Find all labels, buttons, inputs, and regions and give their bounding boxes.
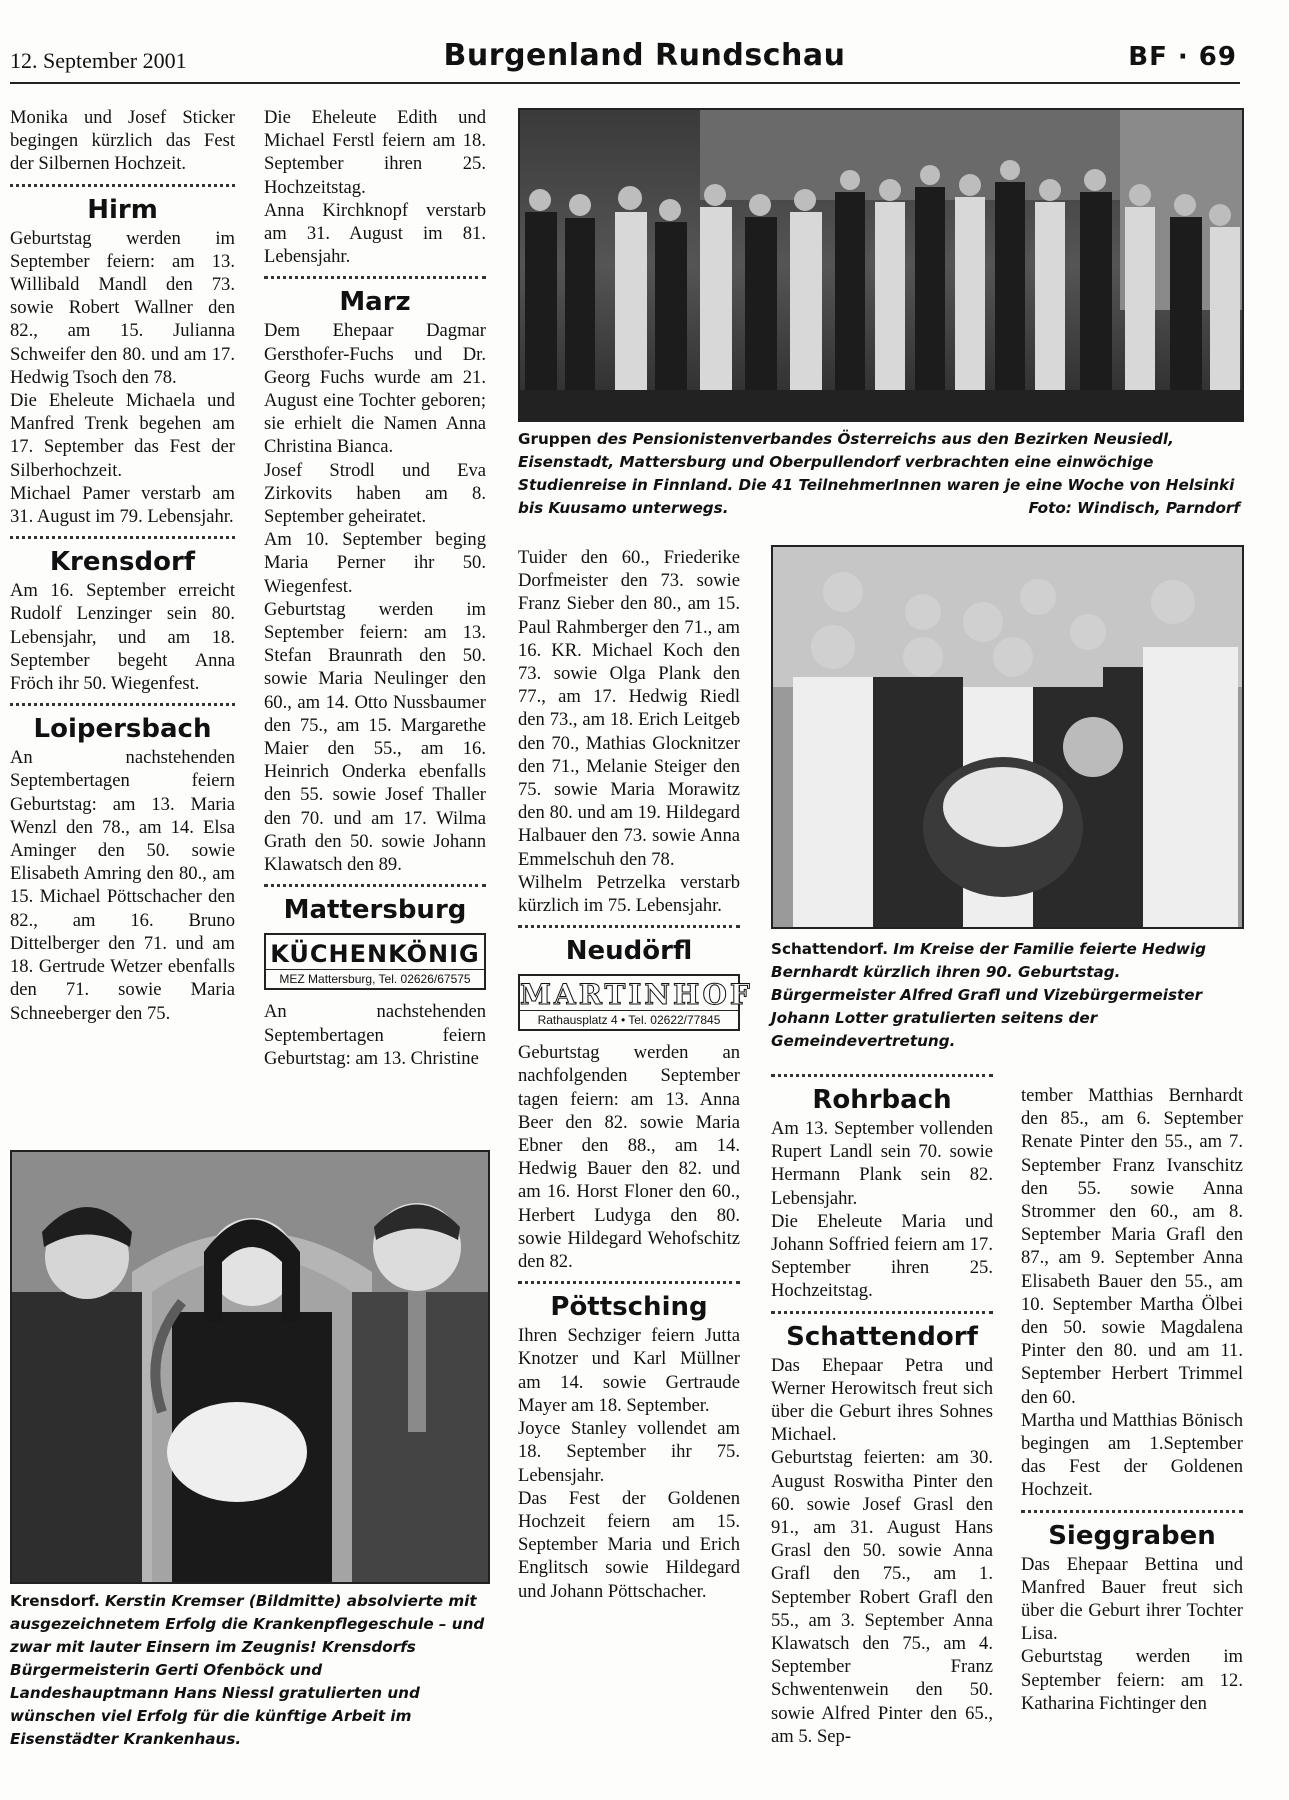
- col1-intro: Monika und Josef Sticker begingen kürzlich das Fest der Silbernen Hochzeit.: [10, 107, 235, 175]
- marz-paragraph-1: Dem Ehepaar Dagmar Gersthofer-Fuchs und Dr. Georg Fuchs wurde am 21. August eine Tochter geboren; sie erhielt die Namen Anna Christina Bianca.: [264, 320, 486, 458]
- page-number: BF · 69: [1128, 42, 1237, 72]
- graduation-photo: [10, 1150, 490, 1584]
- ad-martinhof-name: MARTINHOF: [520, 978, 753, 1012]
- photo-credit: Foto: Windisch, Parndorf: [1028, 499, 1240, 517]
- col5-paragraph-2: Martha und Matthias Bönisch begingen am 1.September das Fest der Goldenen Hochzeit.: [1021, 1409, 1243, 1501]
- rohrbach-paragraph-2: Die Eheleute Maria und Johann Soffried feiern am 17. September ihren 25. Hochzeitstag.: [771, 1210, 993, 1302]
- divider: [264, 276, 486, 279]
- graduation-photo-caption: [10, 1590, 486, 1751]
- divider: [1021, 1510, 1243, 1513]
- caption-text: des Pensionistenverbandes Österreichs aus den Bezirken Neusiedl, Eisenstadt, Mattersburg und Oberpullendorf verbrachten eine einwöchige Studienreise in Finnland. Die 41 TeilnehmerInnen waren je eine Woche von Helsinki bis Kuusamo unterwegs.: [518, 430, 1235, 517]
- mattersburg-paragraph-1: An nachstehenden Septembertagen feiern Geburtstag: am 13. Christine: [264, 1001, 486, 1069]
- ad-martinhof-contact: Rathausplatz 4 • Tel. 02622/77845: [520, 1010, 738, 1027]
- caption-lead: Schattendorf.: [771, 940, 888, 958]
- hirm-paragraph-2: Die Eheleute Michaela und Manfred Trenk begehen am 17. September das Fest der Silberhochzeit.: [10, 390, 235, 481]
- column-4: [771, 1066, 993, 1748]
- divider: [10, 703, 235, 706]
- column-5: [1021, 1084, 1243, 1715]
- heading-loipersbach: Loipersbach: [33, 714, 212, 745]
- col2-intro-2: Anna Kirchknopf verstarb am 31. August im 81. Lebensjahr.: [264, 199, 486, 268]
- ad-martinhof: [518, 974, 753, 1031]
- col3-paragraph-2: Wilhelm Petrzelka verstarb kürzlich im 75. Lebensjahr.: [518, 871, 740, 917]
- issue-date: 12. September 2001: [10, 48, 187, 73]
- heading-poettsching: Pöttsching: [550, 1292, 708, 1323]
- header-rule: [10, 82, 1240, 84]
- neudoerfl-paragraph-1: Geburtstag werden an nachfolgenden September tagen feiern: am 13. Anna Beer den 82. sowie Maria Ebner den 88., am 14. Hedwig Bauer den 82. und am 16. Horst Floner den 60., Herbert Ludyga den 80. sowie Hildegard Wehofschitz den 82.: [518, 1042, 740, 1273]
- col2-intro: Die Eheleute Edith und Michael Ferstl feiern am 18. September ihren 25. Hochzeitstag.: [264, 107, 486, 198]
- birthday-photo-caption: [771, 938, 1240, 1053]
- heading-schattendorf: Schattendorf: [786, 1321, 978, 1352]
- heading-neudoerfl: Neudörfl: [565, 936, 693, 967]
- ad-kuechenkoenig: [264, 933, 486, 990]
- col5-paragraph-1: tember Matthias Bernhardt den 85., am 6. September Renate Pinter den 55., am 7. September Franz Ivanschitz den 55. sowie Anna Strommer den 60., am 8. September Maria Grafl den 87., am 9. September Anna Elisabeth Bauer den 55., am 10. September Martha Ölbei den 50. sowie Magdalena Pinter den 80. und am 11. September Herbert Trimmel den 60.: [1021, 1085, 1243, 1408]
- divider: [771, 1074, 993, 1077]
- column-1: [10, 106, 235, 1025]
- graduation-photo-image: [12, 1152, 488, 1582]
- birthday-photo-image: [773, 547, 1242, 927]
- ad-kuechenkoenig-contact: MEZ Mattersburg, Tel. 02626/67575: [266, 969, 484, 986]
- loipersbach-paragraph-1: An nachstehenden Septembertagen feiern Geburtstag: am 13. Maria Wenzl den 78., am 14. Elsa Aminger den 50. sowie Elisabeth Amring den 80., am 15. Michael Pöttschacher den 82., am 16. Bruno Dittelberger den 71. und am 18. Gertrude Wetzer ebenfalls den 71. sowie Maria Schneeberger den 75.: [10, 747, 235, 1024]
- birthday-photo: [771, 545, 1244, 929]
- rohrbach-paragraph-1: Am 13. September vollenden Rupert Landl sein 70. sowie Hermann Plank sein 82. Lebensjahr.: [771, 1118, 993, 1209]
- ad-kuechenkoenig-name: KÜCHENKÖNIG: [270, 940, 480, 969]
- divider: [264, 884, 486, 887]
- group-photo-image: [520, 110, 1242, 420]
- col3-paragraph-1: Tuider den 60., Friederike Dorfmeister den 73. sowie Franz Sieber den 80., am 15. Paul Rahmberger den 71., am 16. KR. Michael Koch den 73. sowie Olga Plank den 77., am 17. Hedwig Riedl den 73., am 18. Erich Leitgeb den 70., Mathias Glocknitzer den 71., Melanie Steiger den 75. sowie Maria Morawitz den 80. und am 19. Hildegard Halbauer den 73. sowie Anna Emmelschuh den 78.: [518, 547, 740, 870]
- divider: [518, 1281, 740, 1284]
- sieggraben-paragraph-1: Das Ehepaar Bettina und Manfred Bauer freut sich über die Geburt ihrer Tochter Lisa.: [1021, 1553, 1243, 1645]
- divider: [771, 1311, 993, 1314]
- sieggraben-paragraph-2: Geburtstag werden im September feiern: am 12. Katharina Fichtinger den: [1021, 1646, 1243, 1714]
- heading-mattersburg: Mattersburg: [283, 895, 467, 926]
- group-photo: [518, 108, 1244, 422]
- group-photo-caption: [518, 428, 1240, 520]
- divider: [10, 184, 235, 187]
- divider: [10, 536, 235, 539]
- schattendorf-paragraph-2: Geburtstag feierten: am 30. August Roswitha Pinter den 60. sowie Josef Grasl den 91., am 31. August Hans Grasl den 50. sowie Anna Grafl den 75., am 1. September Robert Grafl den 55., am 3. September Anna Klawatsch den 75., am 4. September Franz Schwentenwein den 50. sowie Alfred Pinter den 65., am 5. Sep-: [771, 1447, 993, 1747]
- hirm-paragraph-1: Geburtstag werden im September feiern: am 13. Willibald Mandl den 73. sowie Robert Wallner den 82., am 15. Julianna Schweifer den 80. und am 17. Hedwig Tsoch den 78.: [10, 227, 235, 388]
- caption-lead: Krensdorf.: [10, 1592, 100, 1610]
- heading-rohrbach: Rohrbach: [812, 1085, 952, 1115]
- marz-paragraph-2: Josef Strodl und Eva Zirkovits haben am 8. September geheiratet.: [264, 459, 486, 528]
- divider: [518, 925, 740, 928]
- caption-text: Kerstin Kremser (Bildmitte) absolvierte mit ausgezeichnetem Erfolg die Krankenpflegeschule – und zwar mit lauter Einsern im Zeugnis! Krensdorfs Bürgermeisterin Gerti Ofenböck und Landeshauptmann Hans Niessl gratulierten und wünschen viel Erfolg für die künftige Arbeit im Eisenstädter Krankenhaus.: [10, 1592, 485, 1748]
- heading-marz: Marz: [339, 287, 411, 318]
- marz-paragraph-4: Geburtstag werden im September feiern: am 13. Stefan Braunrath den 50. sowie Maria Neulinger den 60., am 14. Otto Nussbaumer den 75., am 15. Margarethe Maier den 55., am 16. Heinrich Onderka ebenfalls den 55. sowie Josef Thaller den 70. und am 17. Wilma Grath den 50. sowie Johann Klawatsch den 89.: [264, 598, 486, 876]
- newspaper-title: Burgenland Rundschau: [443, 38, 846, 73]
- caption-text: Im Kreise der Familie feierte Hedwig Bernhardt kürzlich ihren 90. Geburtstag. Bürgermeister Alfred Grafl und Vizebürgermeister Johann Lotter gratulierten seitens der Gemeindevertretung.: [771, 940, 1207, 1050]
- poettsching-paragraph-3: Das Fest der Goldenen Hochzeit feiern am 15. September Maria und Erich Englitsch sowie Hildegard und Johann Pöttschacher.: [518, 1487, 740, 1602]
- krensdorf-paragraph-1: Am 16. September erreicht Rudolf Lenzinger sein 80. Lebensjahr, und am 18. September begeht Anna Fröch ihr 50. Wiegenfest.: [10, 580, 235, 695]
- schattendorf-paragraph-1: Das Ehepaar Petra und Werner Herowitsch freut sich über die Geburt ihres Sohnes Michael.: [771, 1354, 993, 1446]
- column-2: [264, 106, 486, 1070]
- heading-krensdorf: Krensdorf: [49, 547, 196, 578]
- column-3: [518, 546, 753, 1603]
- poettsching-paragraph-2: Joyce Stanley vollendet am 18. September ihr 75. Lebensjahr.: [518, 1418, 740, 1486]
- hirm-paragraph-3: Michael Pamer verstarb am 31. August im 79. Lebensjahr.: [10, 482, 235, 528]
- heading-hirm: Hirm: [87, 194, 158, 225]
- caption-lead: Gruppen: [518, 430, 592, 448]
- marz-paragraph-3: Am 10. September beging Maria Perner ihr 50. Wiegenfest.: [264, 529, 486, 597]
- poettsching-paragraph-1: Ihren Sechziger feiern Jutta Knotzer und Karl Müllner am 14. sowie Gertraude Mayer am 18. September.: [518, 1325, 740, 1416]
- heading-sieggraben: Sieggraben: [1048, 1520, 1216, 1551]
